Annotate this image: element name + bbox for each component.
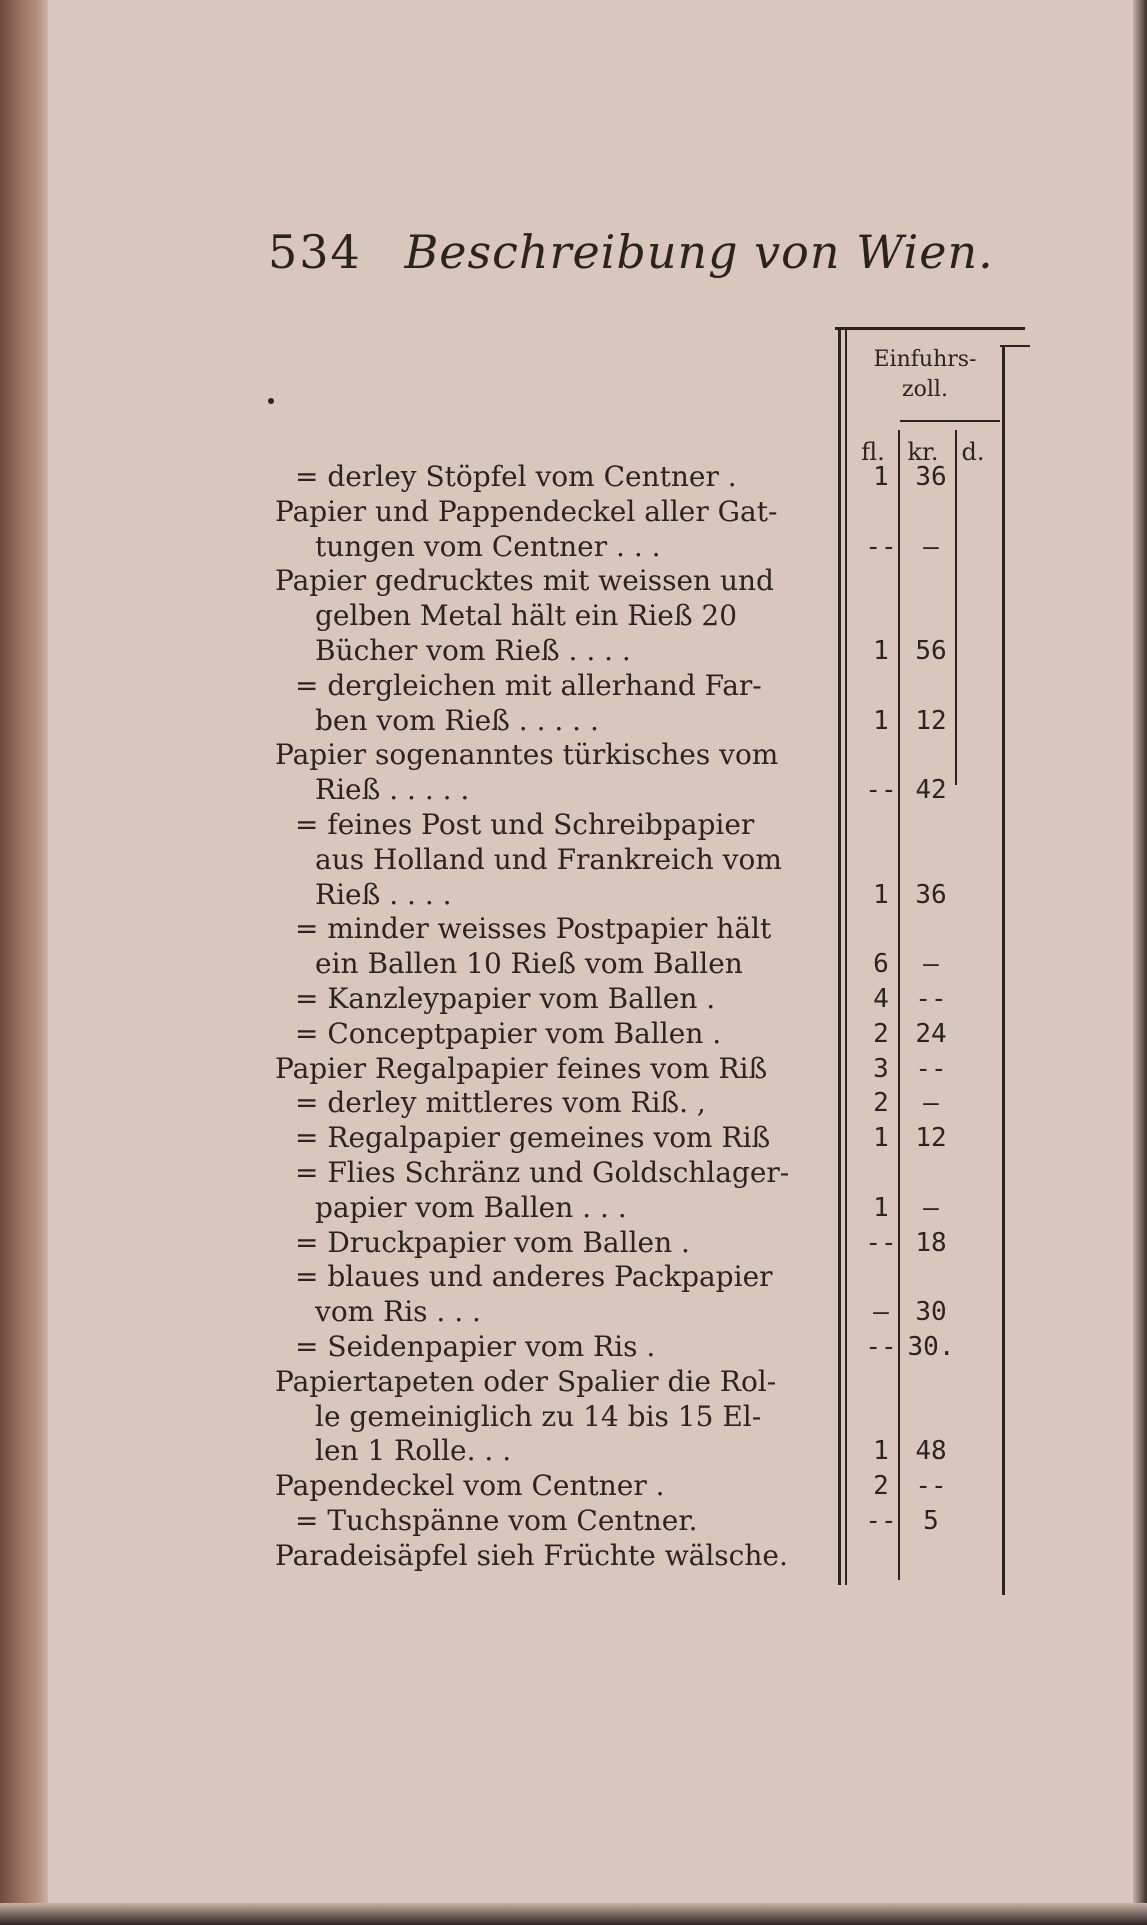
value-row [860, 669, 1010, 704]
entry-text: Papier gedrucktes mit weissen und [275, 564, 774, 598]
value-kr: — [923, 949, 939, 980]
value-d [960, 1086, 1000, 1121]
value-kr: 30 [915, 1297, 947, 1328]
value-fl [860, 1400, 902, 1435]
value-fl [860, 564, 902, 599]
value-kr [902, 1400, 960, 1435]
unit-denar: d. [961, 438, 985, 466]
list-item [275, 1434, 835, 1469]
list-item [275, 808, 835, 843]
value-fl [860, 912, 902, 947]
value-kr [902, 1539, 960, 1574]
entry-text: Paradeisäpfel sieh Früchte wälsche. [275, 1538, 788, 1572]
list-item [275, 982, 835, 1017]
value-d [960, 878, 1000, 913]
value-d [960, 1260, 1000, 1295]
value-kr [902, 599, 960, 634]
entry-text: = derley mittleres vom Riß. , [295, 1086, 706, 1120]
value-d [960, 1295, 1000, 1330]
value-kr [902, 564, 960, 599]
value-d [960, 1469, 1000, 1504]
value-fl: 1 [873, 1192, 889, 1223]
book-spine [0, 0, 48, 1925]
list-item [275, 773, 835, 808]
value-row [860, 1469, 1010, 1504]
value-d [960, 1504, 1000, 1539]
value-row [860, 1191, 1010, 1226]
value-fl [860, 1539, 902, 1574]
running-title: Beschreibung von Wien. [404, 225, 994, 279]
entry-text: = minder weisses Postpapier hält [295, 912, 772, 946]
value-d [960, 1052, 1000, 1087]
value-kr: 18 [915, 1227, 947, 1258]
entry-text: Papier Regalpapier feines vom Riß [275, 1051, 768, 1085]
value-row [860, 947, 1010, 982]
value-d [960, 808, 1000, 843]
value-row [860, 912, 1010, 947]
value-d [960, 1400, 1000, 1435]
value-fl [860, 1156, 902, 1191]
value-fl: 1 [873, 879, 889, 910]
value-row [860, 738, 1010, 773]
entry-text: = blaues und anderes Packpapier [295, 1260, 773, 1294]
entry-text: vom Ris . . . [315, 1295, 481, 1329]
list-item [275, 669, 835, 704]
value-d [960, 843, 1000, 878]
entry-text: Papendeckel vom Centner . [275, 1469, 665, 1503]
value-row [860, 1121, 1010, 1156]
value-kr [902, 1260, 960, 1295]
value-d [960, 1330, 1000, 1365]
value-d [960, 460, 1000, 495]
value-kr: 42 [915, 775, 947, 806]
list-item [275, 1504, 835, 1539]
value-row [860, 1052, 1010, 1087]
page-bottom-edge [0, 1903, 1147, 1925]
value-kr: -- [915, 1471, 947, 1502]
value-d [960, 947, 1000, 982]
value-kr [902, 843, 960, 878]
list-item [275, 1539, 835, 1574]
value-row [860, 564, 1010, 599]
value-kr: 24 [915, 1018, 947, 1049]
value-d [960, 1226, 1000, 1261]
list-item [275, 912, 835, 947]
entry-text: Papier und Pappendeckel aller Gat- [275, 494, 778, 528]
list-item [275, 738, 835, 773]
entry-text: len 1 Rolle. . . [315, 1434, 512, 1468]
value-kr [902, 738, 960, 773]
value-kr [902, 808, 960, 843]
value-row [860, 1295, 1010, 1330]
value-d [960, 982, 1000, 1017]
list-item [275, 1086, 835, 1121]
list-item [275, 1469, 835, 1504]
value-d [960, 704, 1000, 739]
entry-text: Papier sogenanntes türkisches vom [275, 738, 779, 772]
entry-text: = Druckpapier vom Ballen . [295, 1225, 690, 1259]
value-row [860, 1330, 1010, 1365]
entry-text: Papiertapeten oder Spalier die Rol- [275, 1364, 777, 1398]
entry-text: Bücher vom Rieß . . . . [315, 633, 631, 667]
list-item [275, 1156, 835, 1191]
list-item [275, 1260, 835, 1295]
entry-text: gelben Metal hält ein Rieß 20 [315, 599, 738, 633]
list-item [275, 599, 835, 634]
value-fl: 1 [873, 705, 889, 736]
unit-kreuzer: kr. [907, 438, 939, 466]
list-item [275, 1191, 835, 1226]
list-item [275, 564, 835, 599]
list-item [275, 1121, 835, 1156]
entry-text: = Conceptpapier vom Ballen . [295, 1016, 722, 1050]
value-kr [902, 1156, 960, 1191]
value-row [860, 704, 1010, 739]
entry-text: = Kanzleypapier vom Ballen . [295, 981, 716, 1015]
value-fl [860, 599, 902, 634]
value-kr: 36 [915, 462, 947, 492]
value-fl: 2 [873, 1471, 889, 1502]
value-row [860, 495, 1010, 530]
value-fl: 4 [873, 983, 889, 1014]
value-d [960, 599, 1000, 634]
list-item [275, 1017, 835, 1052]
running-header [268, 225, 994, 295]
value-kr: — [923, 1192, 939, 1223]
value-row [860, 843, 1010, 878]
value-row [860, 982, 1010, 1017]
value-fl: -- [865, 1505, 897, 1536]
value-kr: 30. [907, 1331, 955, 1362]
list-item [275, 460, 835, 495]
value-d [960, 1539, 1000, 1574]
entry-text: = derley Stöpfel vom Centner . [295, 460, 737, 493]
value-fl [860, 1365, 902, 1400]
value-d [960, 773, 1000, 808]
value-kr [902, 912, 960, 947]
value-row [860, 808, 1010, 843]
value-d [960, 738, 1000, 773]
value-row [860, 1156, 1010, 1191]
list-item [275, 947, 835, 982]
value-d [960, 1191, 1000, 1226]
list-item [275, 1226, 835, 1261]
value-fl: 2 [873, 1088, 889, 1119]
entry-text: aus Holland und Frankreich vom [315, 842, 782, 876]
page-number: 534 [268, 225, 362, 279]
list-item [275, 1330, 835, 1365]
list-item [275, 1400, 835, 1435]
entry-list [275, 460, 835, 1574]
list-item [275, 878, 835, 913]
value-fl: 3 [873, 1053, 889, 1084]
value-kr: 5 [923, 1505, 939, 1536]
value-fl [860, 1260, 902, 1295]
value-kr [902, 495, 960, 530]
entry-text: = Flies Schränz und Goldschlager- [295, 1155, 790, 1189]
entry-text: ein Ballen 10 Rieß vom Ballen [315, 947, 743, 981]
value-row [860, 1086, 1010, 1121]
list-item [275, 495, 835, 530]
value-row [860, 773, 1010, 808]
stray-mark [268, 398, 274, 404]
value-kr: 36 [915, 879, 947, 910]
value-row [860, 599, 1010, 634]
value-fl: — [873, 1297, 889, 1328]
value-fl [860, 843, 902, 878]
entry-text: ben vom Rieß . . . . . [315, 703, 599, 737]
value-kr: — [923, 531, 939, 562]
value-kr: — [923, 1088, 939, 1119]
value-fl [860, 669, 902, 704]
list-item [275, 1365, 835, 1400]
unit-florin: fl. [861, 438, 885, 466]
value-d [960, 1017, 1000, 1052]
entry-text: = feines Post und Schreibpapier [295, 807, 755, 841]
list-item [275, 530, 835, 565]
value-d [960, 1156, 1000, 1191]
list-item [275, 634, 835, 669]
value-fl [860, 808, 902, 843]
entry-text: = Tuchspänne vom Centner. [295, 1503, 698, 1537]
value-kr: -- [915, 983, 947, 1014]
value-d [960, 1434, 1000, 1469]
entry-text: Rieß . . . . [315, 877, 452, 911]
value-d [960, 912, 1000, 947]
entry-text: Rieß . . . . . [315, 773, 470, 807]
value-kr [902, 669, 960, 704]
value-fl: 1 [873, 1123, 889, 1154]
value-fl: 2 [873, 1018, 889, 1049]
entry-text: = Seidenpapier vom Ris . [295, 1329, 656, 1363]
value-row [860, 1539, 1010, 1574]
value-row [860, 634, 1010, 669]
value-fl [860, 738, 902, 773]
value-fl: -- [865, 775, 897, 806]
value-row [860, 1365, 1010, 1400]
value-row [860, 1260, 1010, 1295]
value-d [960, 634, 1000, 669]
value-kr: 12 [915, 1123, 947, 1154]
value-fl: 1 [873, 1436, 889, 1467]
value-d [960, 669, 1000, 704]
page-edge [1133, 0, 1147, 1925]
value-d [960, 1121, 1000, 1156]
value-fl: 1 [873, 635, 889, 666]
duty-values [860, 460, 1010, 1574]
value-row [860, 530, 1010, 565]
entry-text: le gemeiniglich zu 14 bis 15 El- [315, 1399, 762, 1433]
value-d [960, 530, 1000, 565]
value-kr: 48 [915, 1436, 947, 1467]
value-row [860, 1504, 1010, 1539]
value-d [960, 1365, 1000, 1400]
value-row [860, 1226, 1010, 1261]
value-fl: -- [865, 1331, 897, 1362]
entry-text: tungen vom Centner . . . [315, 529, 661, 563]
value-row [860, 460, 1010, 495]
value-row [860, 1400, 1010, 1435]
entry-text: papier vom Ballen . . . [315, 1190, 627, 1224]
list-item [275, 843, 835, 878]
value-fl: 1 [873, 462, 889, 492]
value-kr: 56 [915, 635, 947, 666]
value-fl: -- [865, 1227, 897, 1258]
value-row [860, 1017, 1010, 1052]
value-d [960, 495, 1000, 530]
value-kr: -- [915, 1053, 947, 1084]
entry-text: = Regalpapier gemeines vom Riß [295, 1121, 771, 1155]
entry-text: = dergleichen mit allerhand Far- [295, 668, 762, 702]
value-row [860, 878, 1010, 913]
value-fl: -- [865, 531, 897, 562]
list-item [275, 704, 835, 739]
value-kr: 12 [915, 705, 947, 736]
list-item [275, 1052, 835, 1087]
value-row [860, 1434, 1010, 1469]
value-fl [860, 495, 902, 530]
value-fl: 6 [873, 949, 889, 980]
value-kr [902, 1365, 960, 1400]
list-item [275, 1295, 835, 1330]
value-d [960, 564, 1000, 599]
column-heading: Einfuhrs-zoll. [873, 347, 977, 402]
